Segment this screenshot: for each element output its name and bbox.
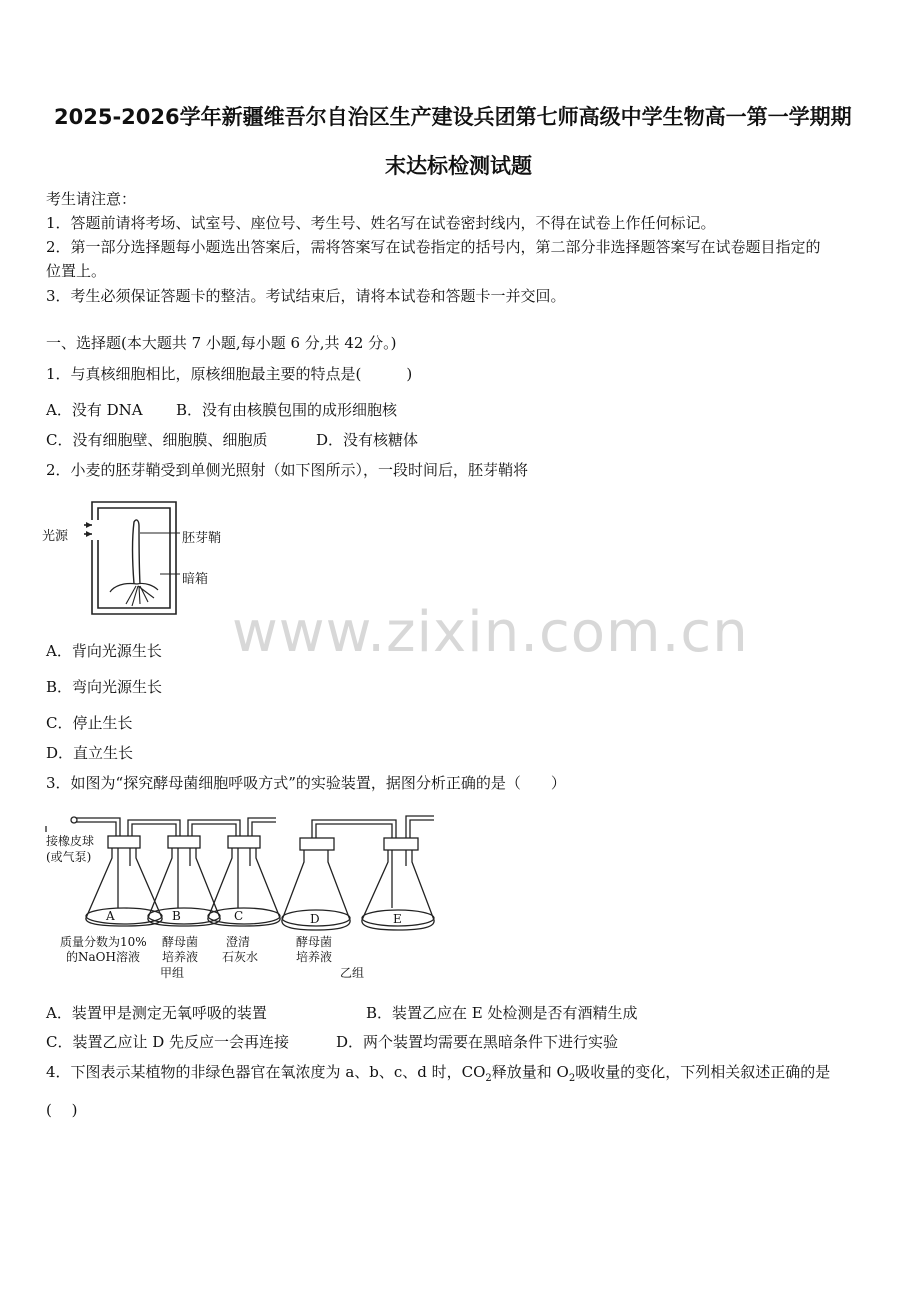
q4-stem-part-3: 吸收量的变化，下列相关叙述正确的是 xyxy=(575,1063,831,1081)
label-dark-box: 暗箱 xyxy=(182,572,209,587)
label-naoh-2: 的NaOH溶液 xyxy=(66,950,140,964)
q3-stem: 3．如图为“探究酵母菌细胞呼吸方式”的实验装置，据图分析正确的是（ ） xyxy=(46,774,566,792)
notice-heading: 考生请注意： xyxy=(46,190,137,208)
q3-option-d: D．两个装置均需要在黑暗条件下进行实验 xyxy=(336,1033,619,1051)
label-naoh-1: 质量分数为10% xyxy=(60,935,147,949)
label-yeast-d-1: 酵母菌 xyxy=(296,935,333,949)
label-coleoptile: 胚芽鞘 xyxy=(182,531,222,546)
label-pump-2: (或气泵) xyxy=(46,850,92,864)
flask-label-a: A xyxy=(106,909,115,923)
label-yeast-b-1: 酵母菌 xyxy=(162,935,199,949)
label-light-source: 光源 xyxy=(42,529,69,544)
q3-option-a: A．装置甲是测定无氧呼吸的装置 xyxy=(46,1004,267,1022)
flask-label-b: B xyxy=(172,909,181,923)
notice-item-3: 3．考生必须保证答题卡的整洁。考试结束后，请将本试卷和答题卡一并交回。 xyxy=(46,287,566,305)
q1-option-b: B．没有由核膜包围的成形细胞核 xyxy=(176,401,398,419)
q1-option-c: C．没有细胞壁、细胞膜、细胞质 xyxy=(46,431,268,449)
label-yeast-b-2: 培养液 xyxy=(162,950,199,964)
q2-option-a: A．背向光源生长 xyxy=(46,642,162,660)
flask-label-d: D xyxy=(310,912,320,926)
watermark: www.zixin.com.cn xyxy=(232,600,749,665)
label-yeast-d-2: 培养液 xyxy=(296,950,333,964)
q4-stem-part-1: 4．下图表示某植物的非绿色器官在氧浓度为 a、b、c、d 时，CO xyxy=(46,1063,486,1081)
section-heading: 一、选择题(本大题共 7 小题,每小题 6 分,共 42 分。) xyxy=(46,334,397,352)
q4-stem-part-2: 释放量和 O xyxy=(491,1063,569,1081)
q4-stem xyxy=(46,1061,830,1084)
q2-option-d: D．直立生长 xyxy=(46,744,134,762)
q1-option-d: D．没有核糖体 xyxy=(316,431,419,449)
q3-option-c: C．装置乙应让 D 先反应一会再连接 xyxy=(46,1033,290,1051)
q1-stem: 1．与真核细胞相比，原核细胞最主要的特点是( ) xyxy=(46,365,413,383)
doc-title-line1: 2025-2026学年新疆维吾尔自治区生产建设兵团第七师高级中学生物高一第一学期期 xyxy=(54,105,852,129)
q4-sub-o2: 2 xyxy=(568,1073,576,1084)
doc-title-line2: 末达标检测试题 xyxy=(385,154,532,178)
label-group-2: 乙组 xyxy=(340,966,365,980)
label-group-1: 甲组 xyxy=(160,966,185,980)
q4-sub-co2: 2 xyxy=(485,1073,492,1084)
q3-option-b: B．装置乙应在 E 处检测是否有酒精生成 xyxy=(366,1004,638,1022)
flask-label-c: C xyxy=(234,909,244,923)
notice-item-2: 2．第一部分选择题每小题选出答案后，需将答案写在试卷指定的括号内，第二部分非选择题答案写在试卷题目指定的 xyxy=(46,238,821,256)
q2-stem: 2．小麦的胚芽鞘受到单侧光照射（如下图所示），一段时间后，胚芽鞘将 xyxy=(46,461,529,479)
notice-item-2-cont: 位置上。 xyxy=(46,262,107,280)
label-limewater-2: 石灰水 xyxy=(222,950,259,964)
notice-item-1: 1．答题前请将考场、试室号、座位号、考生号、姓名写在试卷密封线内，不得在试卷上作任何标记。 xyxy=(46,214,716,232)
label-limewater-1: 澄清 xyxy=(226,935,251,949)
flask-label-e: E xyxy=(393,912,402,926)
q3-figure xyxy=(44,808,444,983)
q2-option-b: B．弯向光源生长 xyxy=(46,678,163,696)
q2-figure xyxy=(40,498,240,618)
label-pump-1: 接橡皮球 xyxy=(46,834,95,848)
coleoptile-diagram xyxy=(40,498,240,618)
q2-option-c: C．停止生长 xyxy=(46,714,133,732)
q1-option-a: A．没有 DNA xyxy=(46,401,143,419)
q4-answer-paren: ( ) xyxy=(46,1101,78,1119)
